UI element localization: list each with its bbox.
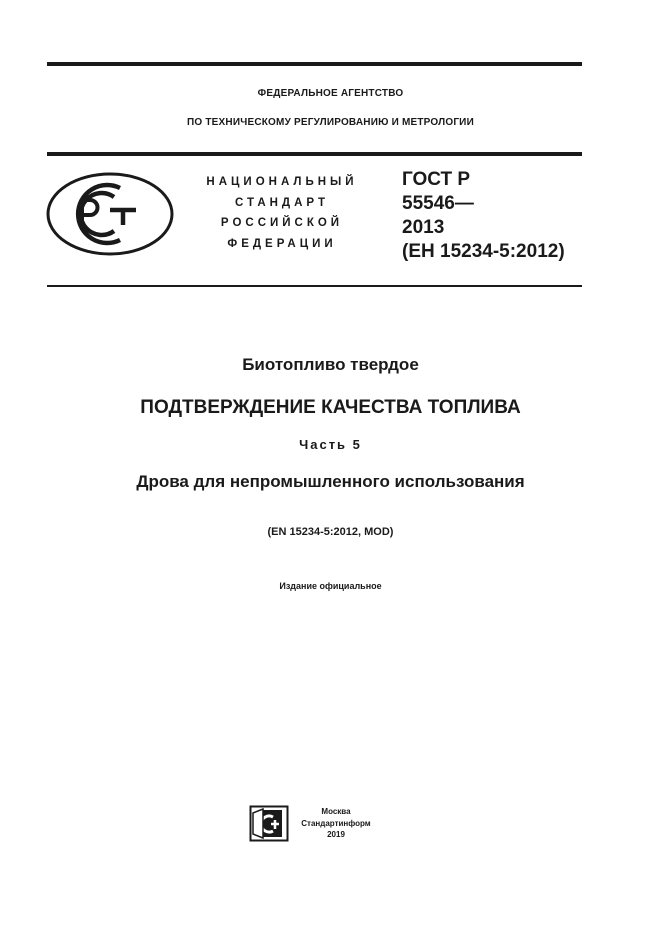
designation-rule (47, 285, 582, 287)
publisher-info (294, 806, 378, 841)
document-title: ПОДТВЕРЖДЕНИЕ КАЧЕСТВА ТОПЛИВА (140, 397, 521, 418)
header-rule (47, 152, 582, 156)
designation-number: 55546— (402, 193, 474, 214)
document-reference: (EN 15234-5:2012, MOD) (267, 526, 394, 538)
designation-prefix: ГОСТ Р (402, 169, 471, 190)
agency-name-line2: ПО ТЕХНИЧЕСКОМУ РЕГУЛИРОВАНИЮ И МЕТРОЛОГИИ (187, 117, 474, 128)
designation-equivalent: (ЕН 15234-5:2012) (402, 241, 565, 262)
national-standard-line3: РОССИЙСКОЙ (220, 217, 344, 229)
document-part-title: Дрова для непромышленного использования (136, 472, 525, 491)
document-part: Часть 5 (299, 437, 362, 452)
gost-r-logo-icon (46, 172, 174, 256)
standartinform-logo-icon (249, 805, 289, 842)
national-standard-line4: ФЕДЕРАЦИИ (227, 237, 337, 250)
designation-year: 2013 (402, 217, 445, 238)
publisher-year: 2019 (327, 830, 345, 839)
national-standard-line1: НАЦИОНАЛЬНЫЙ (206, 176, 358, 188)
document-subject: Биотопливо твердое (242, 355, 419, 374)
national-standard-line2: СТАНДАРТ (235, 196, 329, 209)
top-rule (47, 62, 582, 66)
standard-designation (402, 168, 565, 264)
publisher-city: Москва (321, 807, 351, 816)
national-standard-label (196, 172, 368, 254)
publisher-name: Стандартинформ (301, 818, 371, 828)
edition-label: Издание официальное (279, 581, 382, 591)
agency-name-line1: ФЕДЕРАЛЬНОЕ АГЕНТСТВО (257, 88, 404, 99)
